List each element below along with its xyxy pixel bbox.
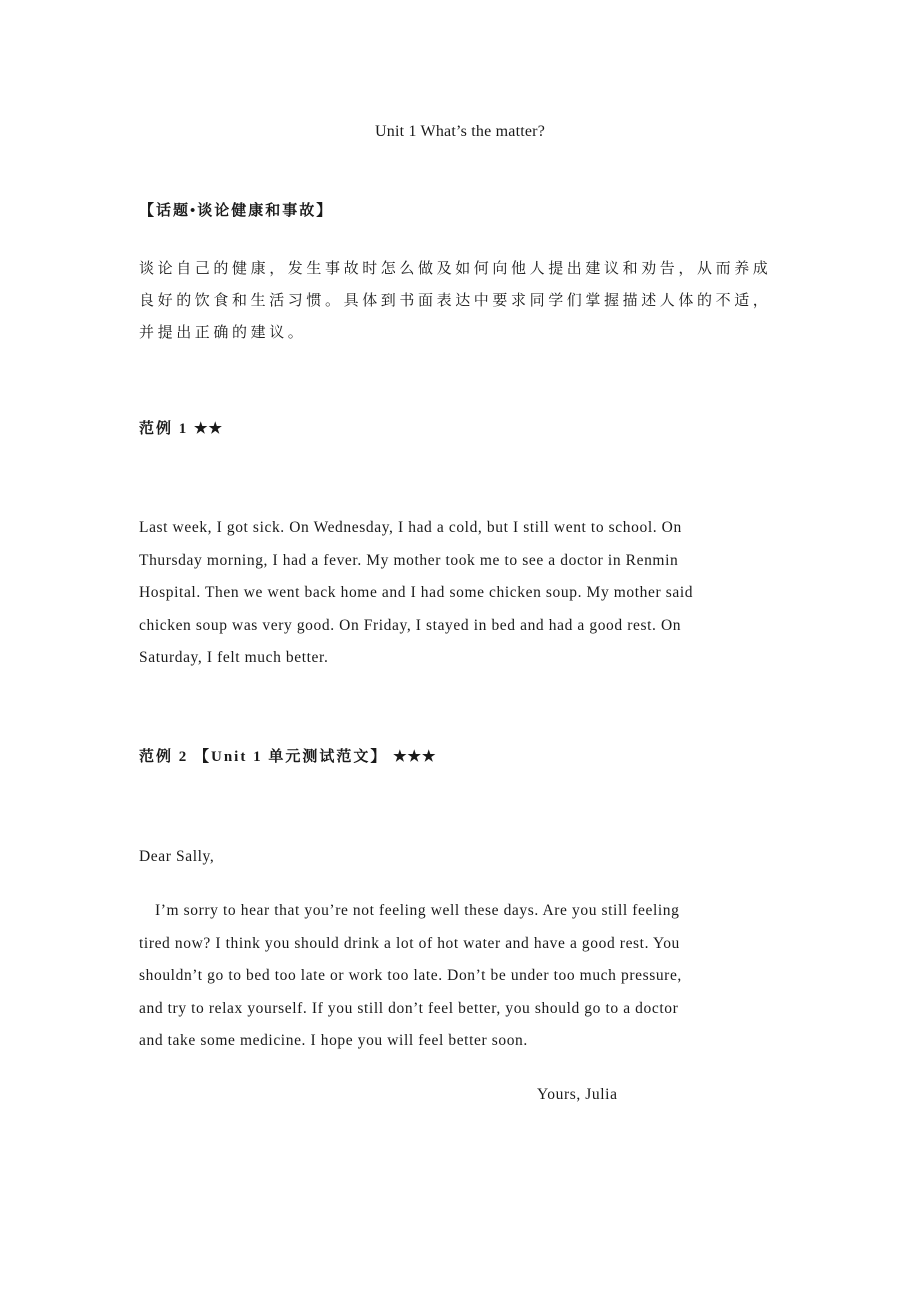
example-1-stars: ★★ bbox=[194, 421, 223, 437]
letter-body bbox=[139, 895, 784, 1058]
example-1-label: 范例 1 bbox=[139, 421, 189, 437]
example-2-label: 范例 2 【Unit 1 单元测试范文】 bbox=[139, 749, 388, 765]
paragraph-line: Last week, I got sick. On Wednesday, I had a cold, but I still went to school. On bbox=[139, 519, 682, 536]
paragraph-line: Hospital. Then we went back home and I had some chicken soup. My mother said bbox=[139, 584, 694, 601]
paragraph-line: and try to relax yourself. If you still don’t feel better, you should go to a doctor bbox=[139, 999, 679, 1017]
paragraph-line: shouldn’t go to bed too late or work too late. Don’t be under too much pressure, bbox=[139, 967, 682, 984]
topic-heading: 【话题•谈论健康和事故】 bbox=[139, 203, 334, 219]
example-2-heading bbox=[139, 747, 436, 767]
paragraph-line: Saturday, I felt much better. bbox=[139, 649, 329, 666]
example-1-heading bbox=[139, 419, 223, 439]
letter-salutation: Dear Sally, bbox=[139, 848, 215, 865]
paragraph-line: tired now? I think you should drink a lot of hot water and have a good rest. You bbox=[139, 934, 680, 952]
letter-signature: Yours, Julia bbox=[537, 1086, 618, 1103]
paragraph-line: I’m sorry to hear that you’re not feeling well these days. Are you still feeling bbox=[155, 902, 680, 919]
example-1-paragraph bbox=[139, 512, 784, 675]
document-title: Unit 1 What’s the matter? bbox=[375, 123, 545, 140]
paragraph-line: Thursday morning, I had a fever. My mother took me to see a doctor in Renmin bbox=[139, 551, 679, 569]
paragraph-line: chicken soup was very good. On Friday, I stayed in bed and had a good rest. On bbox=[139, 616, 682, 634]
topic-intro-paragraph: 谈论自己的健康，发生事故时怎么做及如何向他人提出建议和劝告，从而养成良好的饮食和生活习惯。具体到书面表达中要求同学们掌握描述人体的不适，并提出正确的建议。 bbox=[139, 259, 772, 341]
paragraph-line: and take some medicine. I hope you will feel better soon. bbox=[139, 1032, 528, 1049]
example-2-stars: ★★★ bbox=[393, 749, 437, 765]
